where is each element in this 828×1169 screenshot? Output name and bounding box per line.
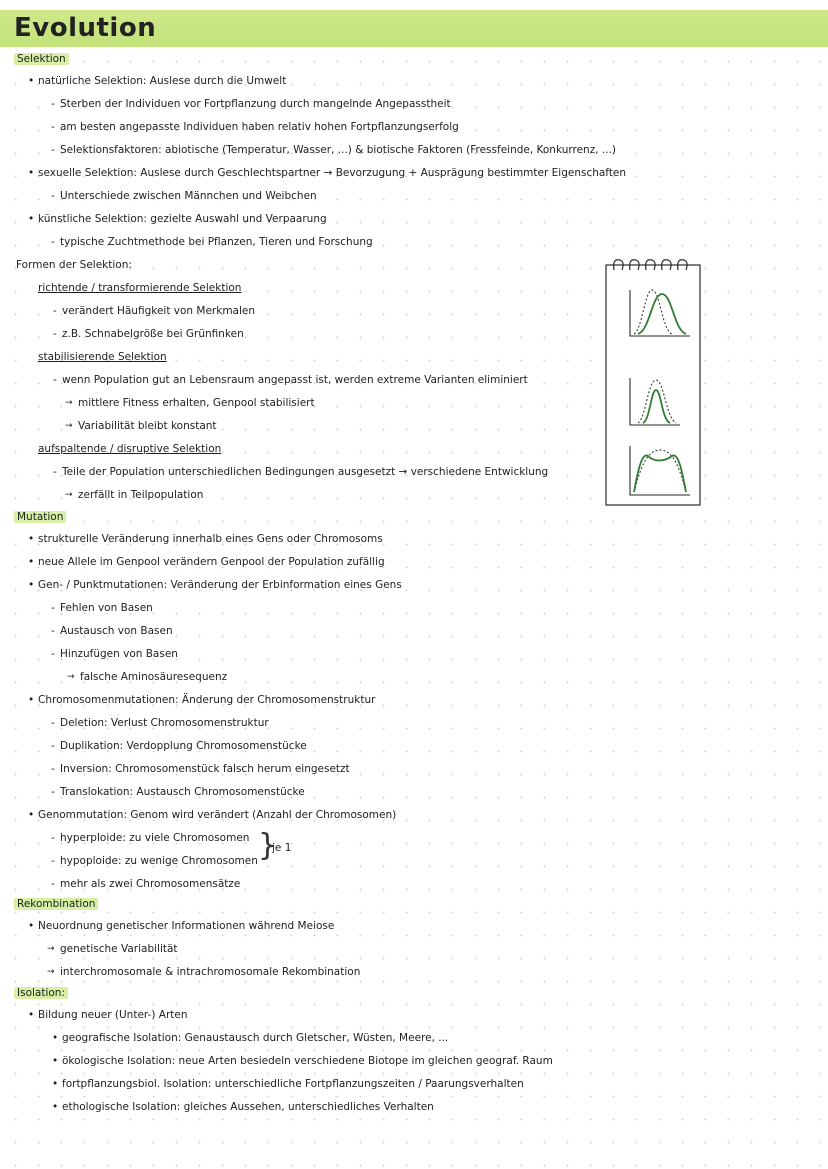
list-item: - Austausch von Basen (60, 624, 173, 638)
list-item: - mehr als zwei Chromosomensätze (60, 877, 240, 891)
section-heading-isolation: Isolation: (14, 986, 68, 1000)
list-item: - Sterben der Individuen vor Fortpflanzung durch mangelnde Angepasstheit (60, 97, 451, 111)
list-item: - hypoploide: zu wenige Chromosomen (60, 854, 258, 868)
list-item: • natürliche Selektion: Auslese durch die Umwelt (38, 74, 286, 88)
list-item: - am besten angepasste Individuen haben relativ hohen Fortpflanzungserfolg (60, 120, 459, 134)
list-item: • fortpflanzungsbiol. Isolation: unterschiedliche Fortpflanzungszeiten / Paarungsverhalten (62, 1077, 524, 1091)
list-item: - Unterschiede zwischen Männchen und Weibchen (60, 189, 317, 203)
list-item: • Neuordnung genetischer Informationen während Meiose (38, 919, 334, 933)
page-title: Evolution (14, 13, 157, 43)
list-item: - Fehlen von Basen (60, 601, 153, 615)
subheading-disruptiv: aufspaltende / disruptive Selektion (38, 443, 222, 455)
list-item: • strukturelle Veränderung innerhalb eines Gens oder Chromosoms (38, 532, 383, 546)
list-item: • Chromosomenmutationen: Änderung der Chromosomenstruktur (38, 693, 375, 707)
section-heading-formen: Formen der Selektion: (16, 259, 132, 271)
list-item: - verändert Häufigkeit von Merkmalen (62, 304, 255, 318)
list-item: • Gen- / Punktmutationen: Veränderung der Erbinformation eines Gens (38, 578, 402, 592)
notepad (606, 260, 700, 505)
section-heading-mutation: Mutation (14, 510, 66, 524)
list-item: - typische Zuchtmethode bei Pflanzen, Tieren und Forschung (60, 235, 373, 249)
list-item: • geografische Isolation: Genaustausch durch Gletscher, Wüsten, Meere, ... (62, 1031, 448, 1045)
list-item: - Teile der Population unterschiedlichen Bedingungen ausgesetzt → verschiedene Entwicklung (62, 465, 548, 479)
list-item: - Deletion: Verlust Chromosomenstruktur (60, 716, 269, 730)
list-item: • Bildung neuer (Unter-) Arten (38, 1008, 188, 1022)
list-item: • ökologische Isolation: neue Arten besiedeln verschiedene Biotope im gleichen geograf. Raum (62, 1054, 553, 1068)
list-item: → interchromosomale & intrachromosomale Rekombination (60, 965, 360, 979)
list-item: - wenn Population gut an Lebensraum angepasst ist, werden extreme Varianten eliminiert (62, 373, 528, 387)
list-item: - hyperploide: zu viele Chromosomen (60, 831, 249, 845)
list-item: • ethologische Isolation: gleiches Aussehen, unterschiedliches Verhalten (62, 1100, 434, 1114)
list-item: - Inversion: Chromosomenstück falsch herum eingesetzt (60, 762, 350, 776)
list-item: → genetische Variabilität (60, 942, 178, 956)
list-item: • neue Allele im Genpool verändern Genpool der Population zufällig (38, 555, 385, 569)
section-heading-rekombination: Rekombination (14, 897, 98, 911)
list-item: → zerfällt in Teilpopulation (78, 488, 203, 502)
list-item: - Duplikation: Verdopplung Chromosomenstücke (60, 739, 307, 753)
section-heading-selektion: Selektion (14, 52, 69, 66)
brace-note: je 1 (272, 842, 292, 854)
curly-brace: } (258, 828, 278, 863)
list-item: - Translokation: Austausch Chromosomenstücke (60, 785, 305, 799)
list-item: • Genommutation: Genom wird verändert (Anzahl der Chromosomen) (38, 808, 396, 822)
list-item: • künstliche Selektion: gezielte Auswahl und Verpaarung (38, 212, 327, 226)
list-item: - z.B. Schnabelgröße bei Grünfinken (62, 327, 244, 341)
subheading-stabilisierend: stabilisierende Selektion (38, 351, 167, 363)
subheading-richtend: richtende / transformierende Selektion (38, 282, 242, 294)
list-item: - Hinzufügen von Basen (60, 647, 178, 661)
list-item: → mittlere Fitness erhalten, Genpool stabilisiert (78, 396, 315, 410)
list-item: → Variabilität bleibt konstant (78, 419, 217, 433)
list-item: - Selektionsfaktoren: abiotische (Temperatur, Wasser, ...) & biotische Faktoren (Fressfeinde, Konkurrenz, ...) (60, 143, 616, 157)
list-item: → falsche Aminosäuresequenz (80, 670, 227, 684)
list-item: • sexuelle Selektion: Auslese durch Geschlechtspartner → Bevorzugung + Ausprägung bestimmter Eigenschaften (38, 166, 626, 180)
